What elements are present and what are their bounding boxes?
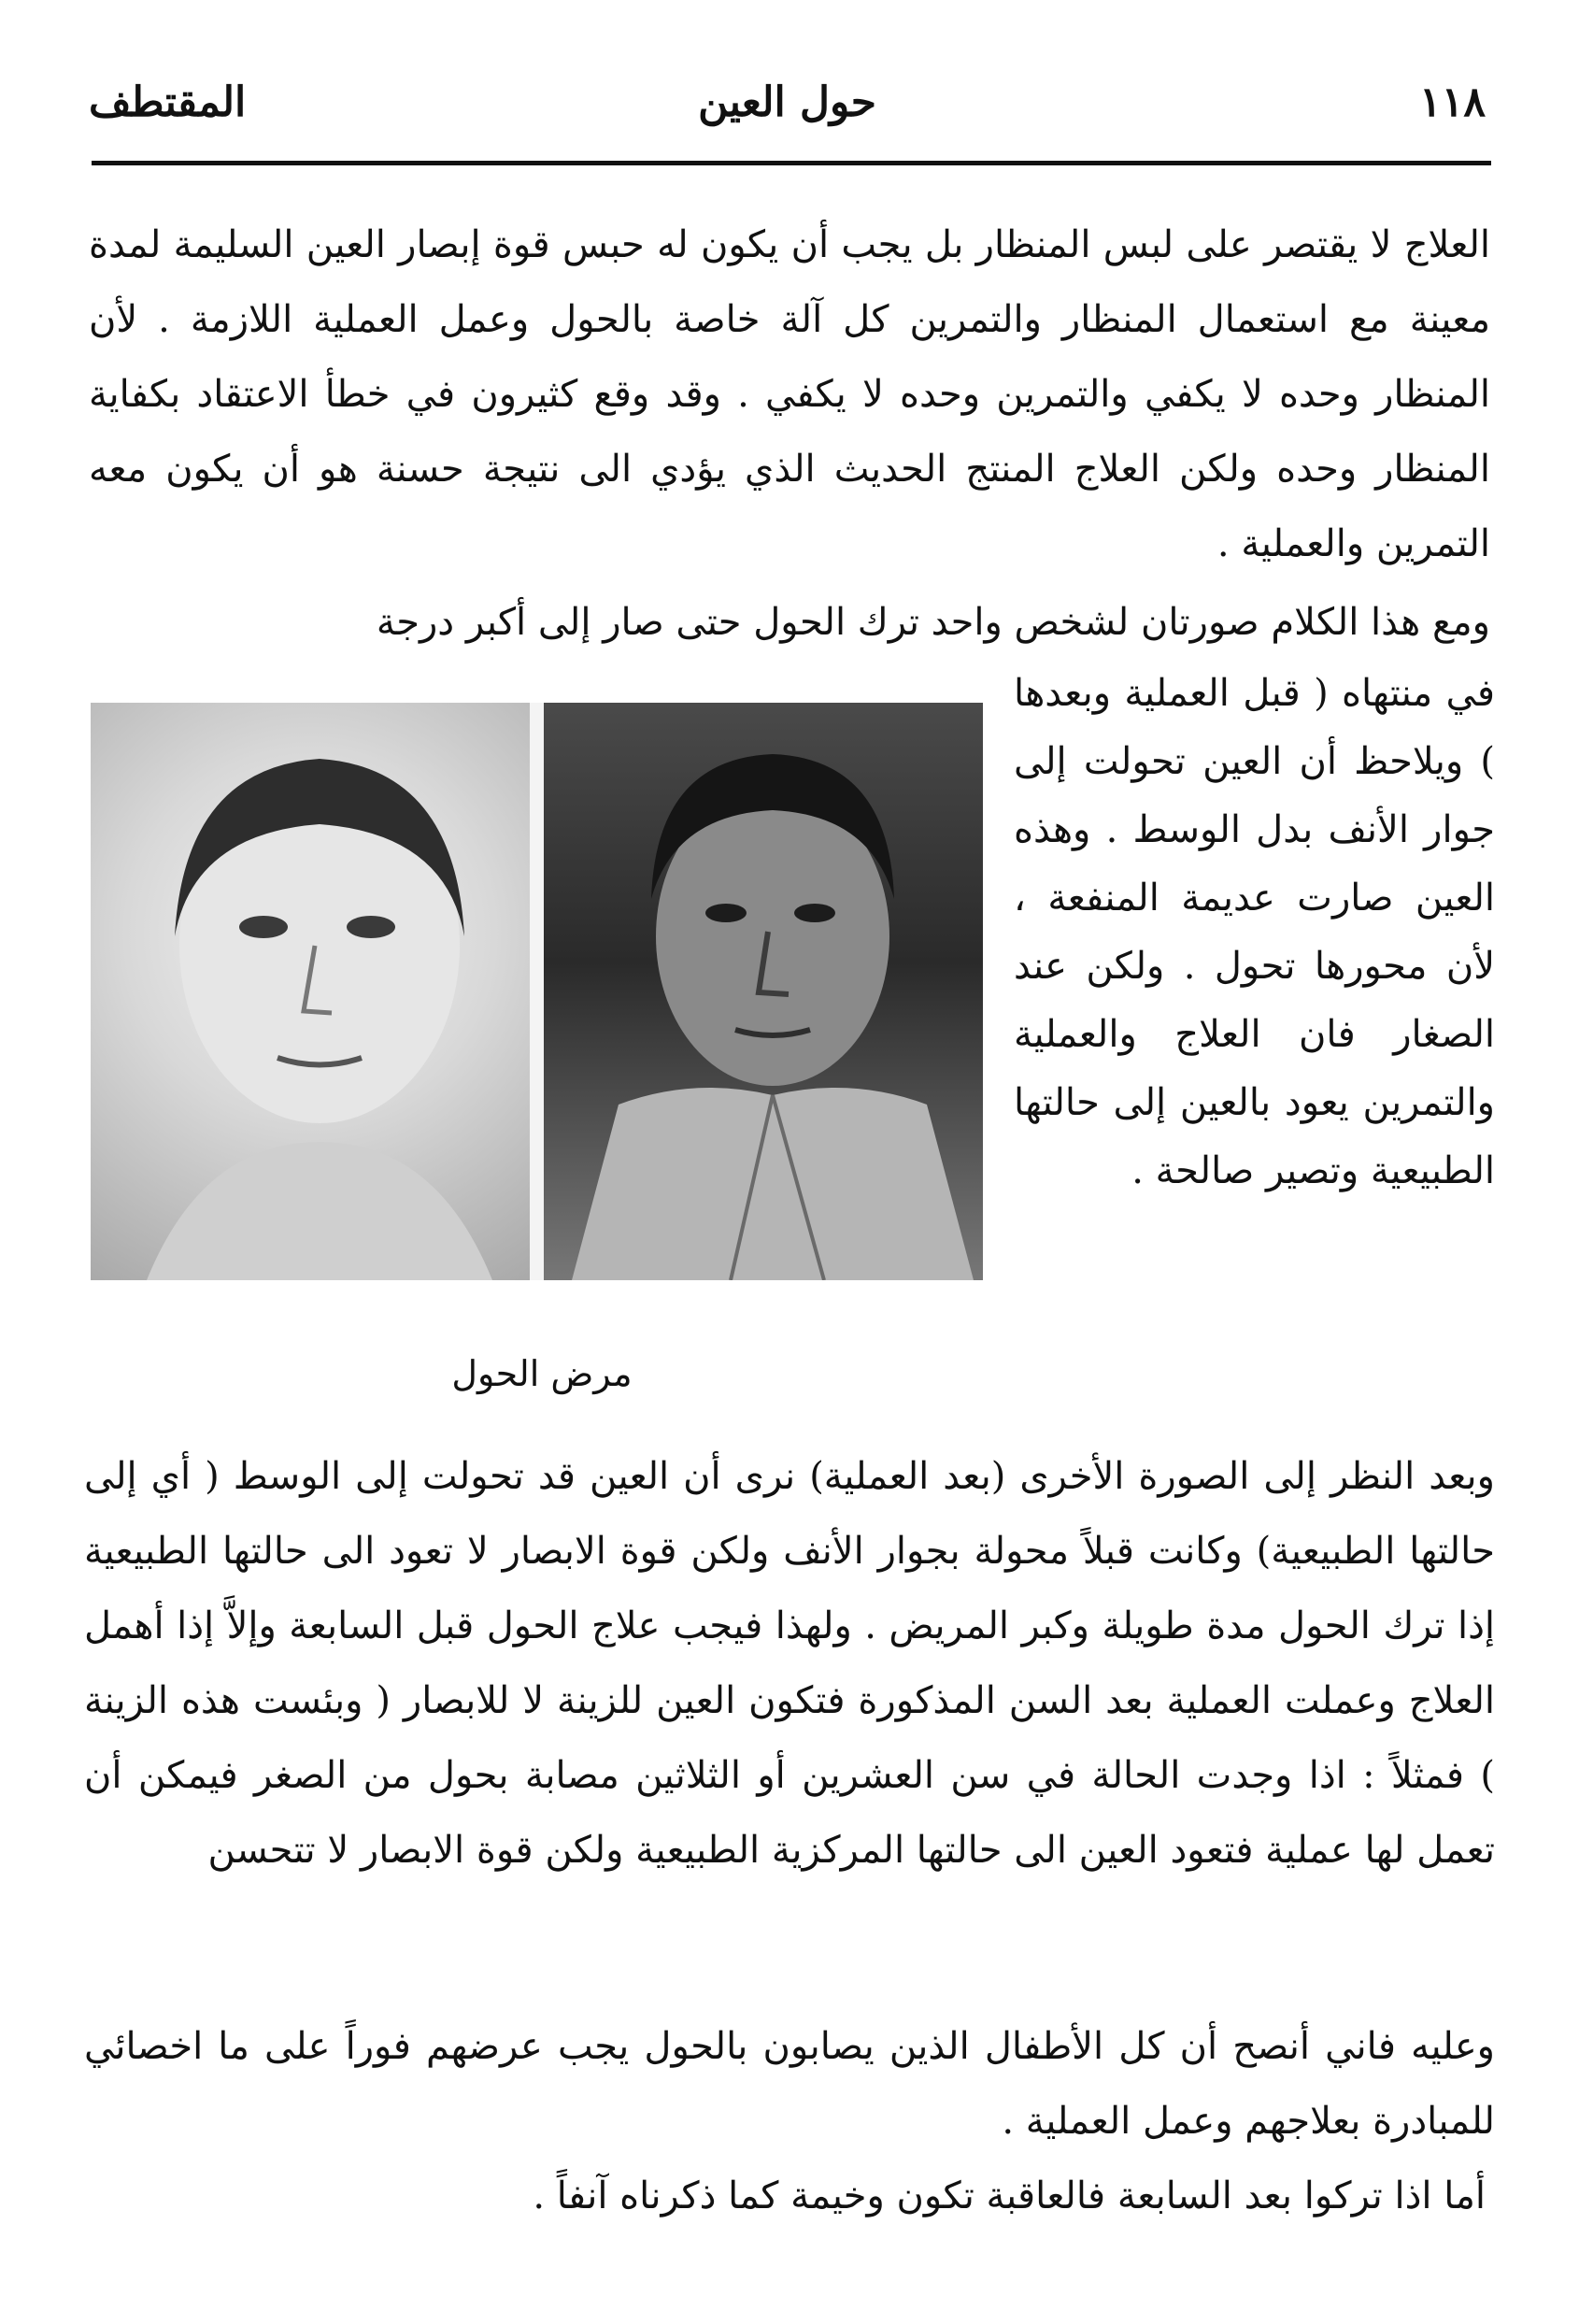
photo-before-surgery	[544, 703, 983, 1280]
journal-name: المقتطف	[89, 78, 247, 126]
page-number: ١١٨	[1419, 78, 1486, 126]
paragraph-warning: أما اذا تركوا بعد السابعة فالعاقبة تكون وخيمة كما ذكرناه آنفاً .	[533, 2174, 1486, 2217]
photo-divider	[530, 703, 544, 1280]
paragraph-photos-intro: ومع هذا الكلام صورتان لشخص واحد ترك الحول حتى صار إلى أكبر درجة	[376, 601, 1490, 644]
header-rule	[92, 161, 1491, 165]
running-title: حول العين	[698, 78, 876, 126]
running-header	[89, 65, 1486, 140]
paragraph-photos-side: في منتهاه ( قبل العملية وبعدها ) ويلاحظ أن العين تحولت إلى جوار الأنف بدل الوسط . وهذه العين صارت عديمة المنفعة ، لأن محورها تحول . ولكن عند الصغار فان العلاج والعملية والتمرين يعود بالعين إلى حالتها الطبيعية وتصير صالحة .	[1014, 672, 1495, 1192]
paragraph-treatment: العلاج لا يقتصر على لبس المنظار بل يجب أن يكون له حبس قوة إبصار العين السليمة لمدة معينة مع استعمال المنظار والتمرين كل آلة خاصة بالحول وعمل العملية اللازمة . لأن المنظار وحده لا يكفي والتمرين وحده لا يكفي . وقد وقع كثيرون في خطأ الاعتقاد بكفاية المنظار وحده ولكن العلاج المنتج الحديث الذي يؤدي الى نتيجة حسنة هو أن يكون معه التمرين والعملية .	[89, 223, 1490, 565]
paragraph-after-surgery: وبعد النظر إلى الصورة الأخرى (بعد العملية) نرى أن العين قد تحولت إلى الوسط ( أي إلى حالتها الطبيعية) وكانت قبلاً محولة بجوار الأنف ولكن قوة الابصار لا تعود الى حالتها الطبيعية إذا ترك الحول مدة طويلة وكبر المريض . ولهذا فيجب علاج الحول قبل السابعة وإلاَّ إذا أهمل العلاج وعملت العملية بعد السن المذكورة فتكون العين للزينة لا للابصار ( وبئست هذه الزينة ) فمثلاً : اذا وجدت الحالة في سن العشرين أو الثلاثين مصابة بحول من الصغر فيمكن أن تعمل لها عملية فتعود العين الى حالتها المركزية الطبيعية ولكن قوة الابصار لا تتحسن	[84, 1455, 1495, 1872]
photo-after-surgery	[91, 703, 530, 1280]
strabismus-photos-figure	[91, 703, 983, 1280]
paragraph-advice: وعليه فاني أنصح أن كل الأطفال الذين يصابون بالحول يجب عرضهم فوراً على ما اخصائي للمبادرة بعلاجهم وعمل العملية .	[84, 2025, 1495, 2143]
figure-caption: مرض الحول	[451, 1353, 633, 1394]
